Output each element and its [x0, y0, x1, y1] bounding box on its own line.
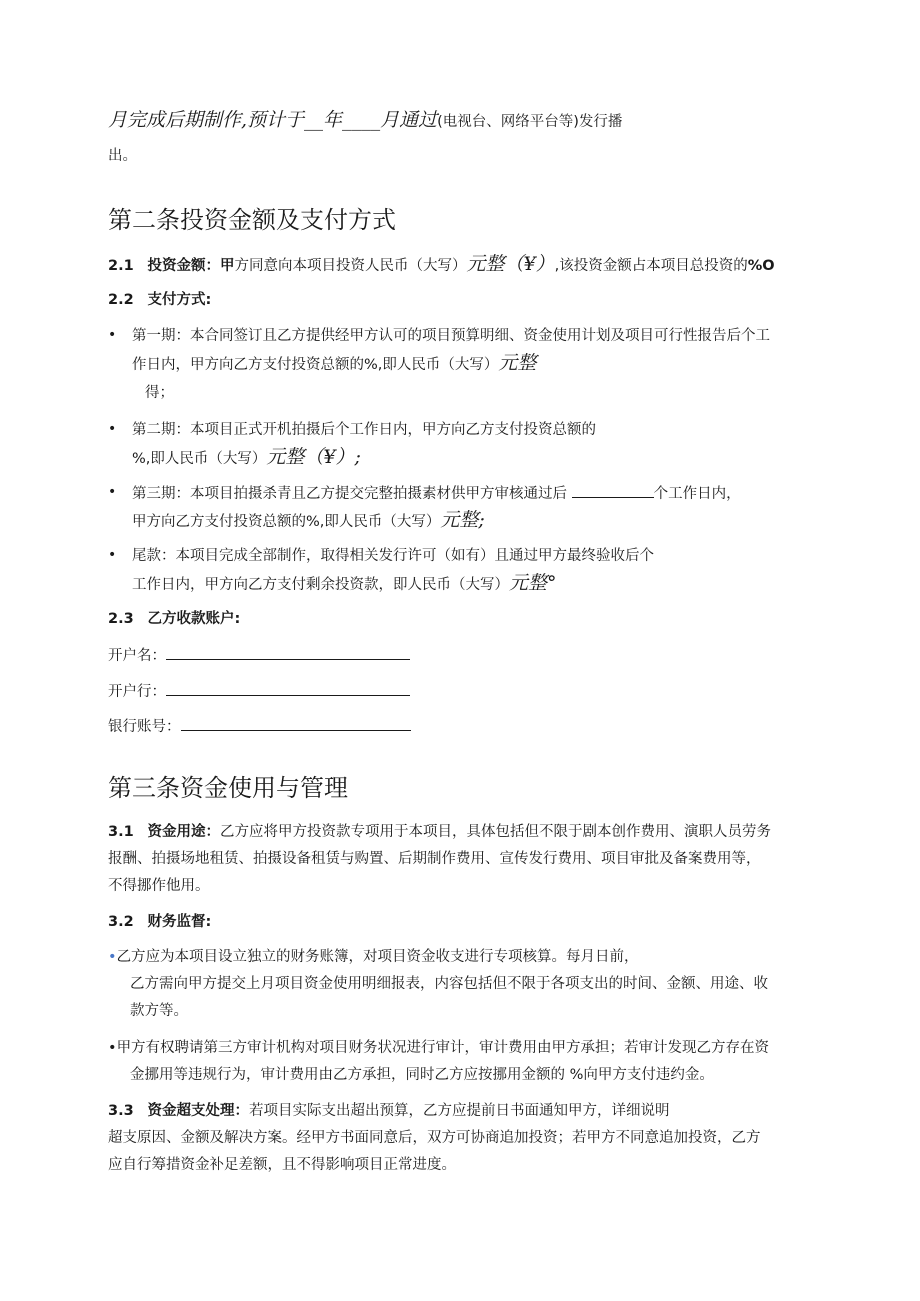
clause-tail: ,该投资金额占本项目总投资的 — [554, 258, 748, 274]
clause-num: 3.2 — [108, 914, 134, 930]
clause-3-2 — [108, 912, 211, 932]
clause-text: 若项目实际支出超出预算，乙方应提前日书面通知甲方，详细说明 — [249, 1103, 670, 1119]
account-name-blank — [166, 645, 410, 660]
clause-3-1-line-1 — [108, 822, 771, 842]
bullet-text: 甲方向乙方支付投资总额的%,即人民币（大写） — [132, 514, 441, 530]
bullet-glyph: • — [108, 421, 117, 437]
clause-2-3 — [108, 609, 240, 629]
clause-3-1-line-3: 不得挪作他用。 — [108, 878, 210, 894]
monitor-item-2-line-2: 金挪用等违规行为，审计费用由乙方承担，同时乙方应按挪用金额的 %向甲方支付违约金。 — [130, 1067, 714, 1083]
account-number-label: 银行账号： — [108, 719, 181, 735]
bullet-4-line-1: 尾款：本项目完成全部制作，取得相关发行许可（如有）且通过甲方最终验收后个 — [132, 548, 654, 564]
bullet-glyph: • — [108, 1040, 117, 1056]
intro-italic-a: 月完成后期制作,预计于_ — [108, 109, 314, 131]
bullet-text: 工作日内，甲方向乙方支付剩余投资款，即人民币（大写） — [132, 577, 509, 593]
intro-italic-b: _年_ — [313, 109, 352, 131]
account-name-label: 开户名： — [108, 648, 166, 664]
bullet-1-line-2 — [132, 353, 536, 375]
clause-num: 2.1 — [108, 258, 134, 274]
bullet-2-line-1: 第二期：本项目正式开机拍摄后个工作日内，甲方向乙方支付投资总额的 — [132, 422, 596, 438]
bullet-text: 个工作日内， — [653, 486, 741, 502]
clause-bold: 甲 — [220, 258, 235, 274]
section-3-title: 第三条资金使用与管理 — [108, 774, 348, 802]
intro-line-2: 出。 — [108, 148, 137, 164]
bullet-italic: 元整; — [440, 509, 485, 531]
clause-num: 2.3 — [108, 611, 134, 627]
monitor-item-1-line-2: 乙方需向甲方提交上月项目资金使用明细报表，内容包括但不限于各项支出的时间、金额、用途、收 — [130, 976, 768, 992]
monitor-item-1-line-3: 款方等。 — [130, 1003, 188, 1019]
bullet-1-line-3: 得； — [145, 385, 174, 401]
account-name-row — [108, 645, 410, 666]
bullet-3-line-2 — [132, 510, 485, 532]
intro-line-1 — [108, 110, 622, 132]
account-bank-blank — [166, 681, 410, 696]
bullet-1-line-1: 第一期：本合同签订且乙方提供经甲方认可的项目预算明细、资金使用计划及项目可行性报告后个工 — [132, 328, 770, 344]
account-number-blank — [181, 716, 411, 731]
monitor-text: 乙方应为本项目设立独立的财务账簿，对项目资金收支进行专项核算。每月日前， — [116, 949, 639, 965]
account-bank-row — [108, 681, 410, 702]
bullet-text: 作日内，甲方向乙方支付投资总额的%,即人民币（大写） — [132, 357, 499, 373]
intro-text-d: (电视台、网络平台等)发行播 — [437, 114, 623, 130]
clause-label: 支付方式: — [147, 292, 212, 308]
clause-italic: 元整（¥） — [466, 253, 555, 275]
bullet-2-line-2 — [132, 447, 361, 469]
clause-text: 乙方应将甲方投资款专项用于本项目，具体包括但不限于剧本创作费用、演职人员劳务 — [220, 824, 772, 840]
bullet-text: %,即人民币（大写） — [132, 451, 267, 467]
clause-num: 2.2 — [108, 292, 134, 308]
bullet-italic: 元整° — [509, 572, 557, 594]
monitor-text: 甲方有权聘请第三方审计机构对项目财务状况进行审计，审计费用由甲方承担；若审计发现乙方存在资 — [116, 1040, 770, 1056]
clause-3-3-line-1 — [108, 1101, 670, 1121]
account-bank-label: 开户行： — [108, 684, 166, 700]
monitor-item-2-line-1 — [108, 1038, 769, 1058]
bullet-3-line-1 — [132, 483, 741, 504]
clause-label: 财务监督: — [147, 914, 212, 930]
bullet-glyph: • — [108, 484, 117, 500]
clause-2-1 — [108, 254, 775, 276]
bullet-glyph: • — [108, 547, 117, 563]
clause-num: 3.3 — [108, 1103, 134, 1119]
bullet-italic: 元整 — [498, 352, 537, 374]
clause-3-3-line-2: 超支原因、金额及解决方案。经甲方书面同意后，双方可协商追加投资；若甲方不同意追加投资，乙方 — [108, 1130, 761, 1146]
clause-label: 资金超支处理： — [147, 1103, 250, 1119]
clause-label: 乙方收款账户: — [147, 611, 241, 627]
blank-underline — [572, 483, 654, 498]
bullet-italic: 元整（¥）; — [266, 446, 361, 468]
monitor-item-1-line-1 — [108, 947, 639, 967]
clause-end: %O — [747, 258, 775, 274]
intro-italic-c: ___月通过 — [351, 109, 438, 131]
clause-label: 资金用途： — [147, 824, 221, 840]
clause-text: 方同意向本项目投资人民币（大写） — [234, 258, 467, 274]
clause-3-1-line-2: 报酬、拍摄场地租赁、拍摄设备租赁与购置、后期制作费用、宣传发行费用、项目审批及备案费用等， — [108, 851, 761, 867]
section-2-title: 第二条投资金额及支付方式 — [108, 206, 396, 234]
clause-3-3-line-3: 应自行筹措资金补足差额，且不得影响项目正常进度。 — [108, 1157, 456, 1173]
bullet-glyph: • — [108, 949, 117, 965]
clause-label: 投资金额： — [147, 258, 221, 274]
bullet-text: 第三期：本项目拍摄杀青且乙方提交完整拍摄素材供甲方审核通过后 — [132, 486, 567, 502]
bullet-glyph: • — [108, 327, 117, 343]
clause-2-2 — [108, 290, 211, 310]
account-number-row — [108, 716, 411, 737]
bullet-4-line-2 — [132, 573, 557, 595]
clause-num: 3.1 — [108, 824, 134, 840]
